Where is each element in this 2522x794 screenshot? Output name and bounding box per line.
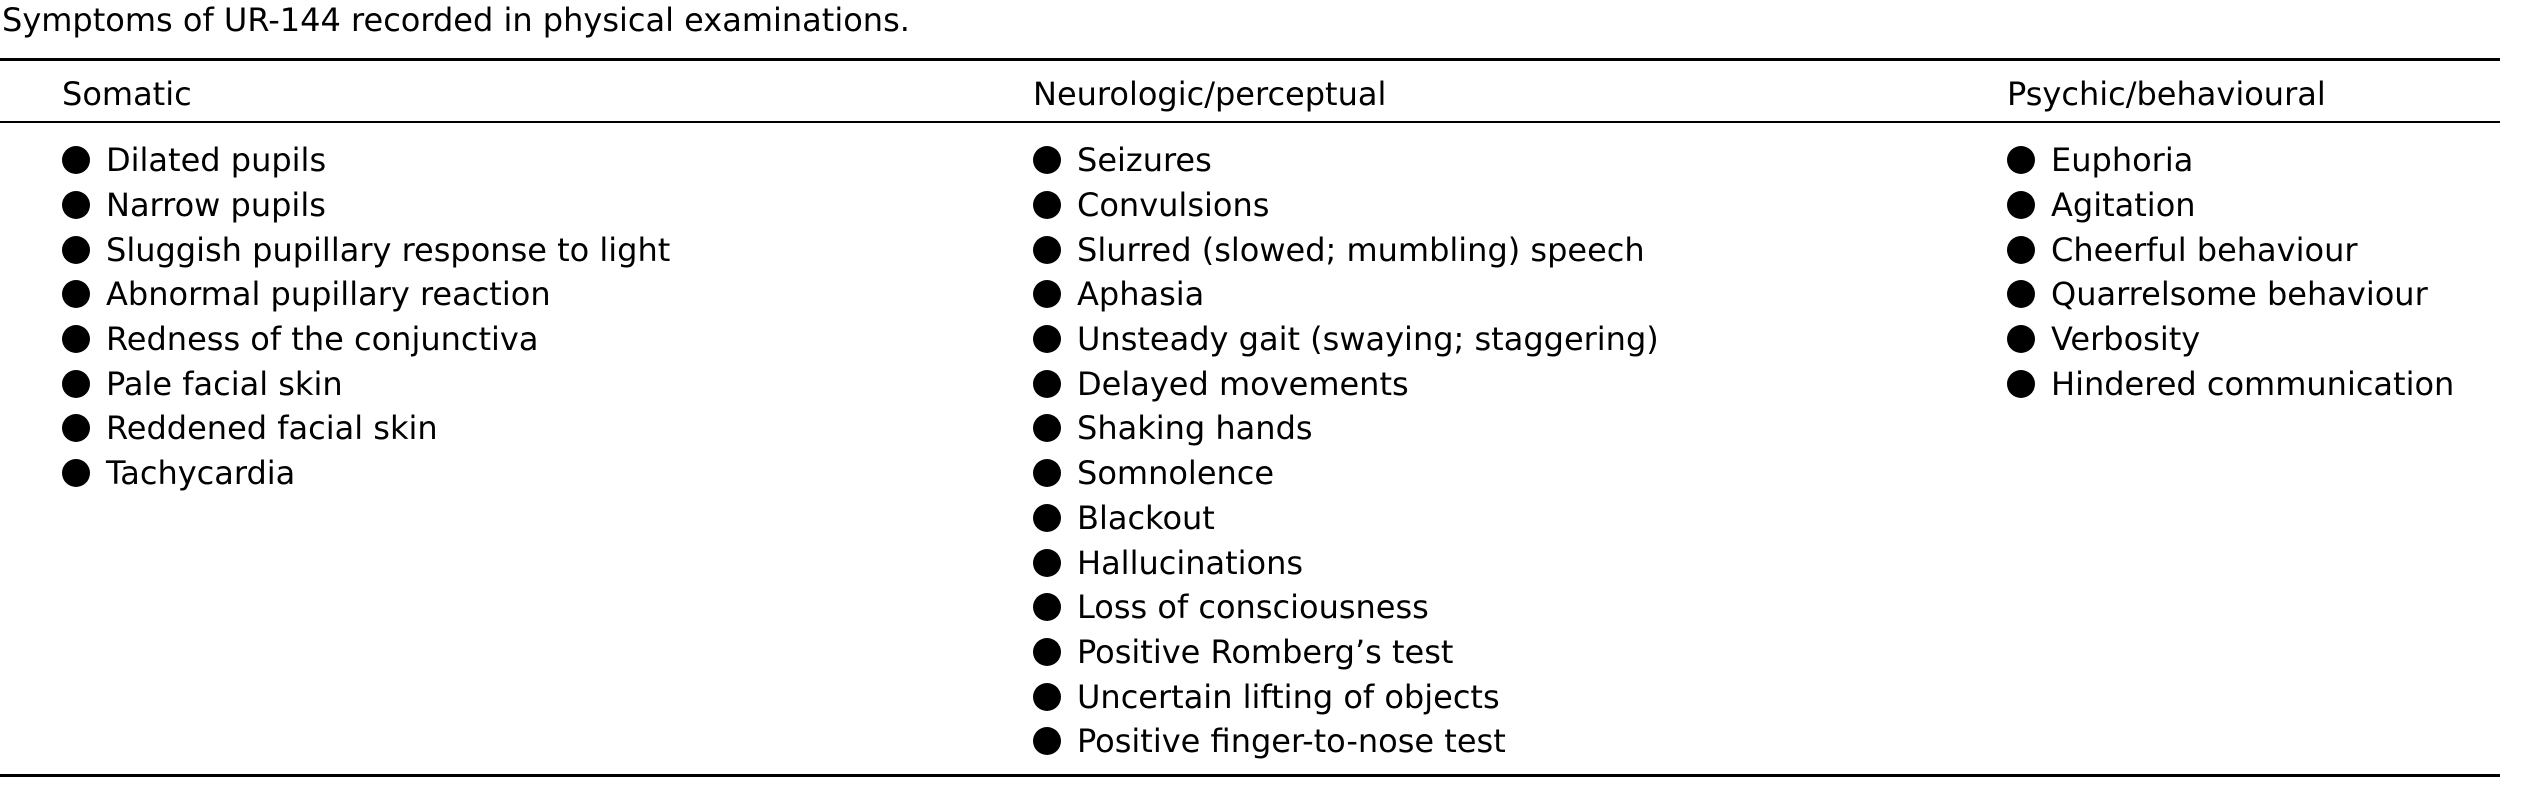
bullet-icon (2007, 325, 2035, 353)
bullet-icon (2007, 280, 2035, 308)
list-item-text: Slurred (slowed; mumbling) speech (1077, 230, 1645, 269)
list-item (2007, 183, 2454, 228)
list-item-text: Positive Romberg’s test (1077, 632, 1454, 671)
column-header-somatic: Somatic (62, 75, 192, 113)
list-item (1033, 585, 1659, 630)
list-item (62, 317, 670, 362)
list-item (2007, 138, 2454, 183)
list-item-text: Convulsions (1077, 186, 1270, 225)
list-item-text: Cheerful behaviour (2051, 230, 2358, 269)
list-item-text: Shaking hands (1077, 409, 1313, 448)
bullet-icon (1033, 683, 1061, 711)
list-item (1033, 451, 1659, 496)
bullet-icon (1033, 593, 1061, 621)
bullet-icon (62, 325, 90, 353)
bullet-icon (62, 459, 90, 487)
list-item-text: Euphoria (2051, 141, 2194, 180)
bullet-icon (1033, 504, 1061, 532)
bullet-icon (62, 146, 90, 174)
list-item (1033, 317, 1659, 362)
list-item (1033, 719, 1659, 764)
list-item (2007, 361, 2454, 406)
psychic-symptom-list (2007, 138, 2454, 406)
list-item (1033, 183, 1659, 228)
table-caption: Symptoms of UR-144 recorded in physical examinations. (2, 1, 910, 39)
list-item-text: Agitation (2051, 186, 2196, 225)
list-item (2007, 227, 2454, 272)
bullet-icon (62, 370, 90, 398)
list-item-text: Abnormal pupillary reaction (106, 275, 551, 314)
table-top-rule (0, 58, 2500, 61)
bullet-icon (1033, 325, 1061, 353)
list-item (1033, 272, 1659, 317)
bullet-icon (1033, 638, 1061, 666)
list-item (62, 183, 670, 228)
list-item-text: Hindered communication (2051, 364, 2455, 403)
list-item (1033, 630, 1659, 675)
bullet-icon (2007, 236, 2035, 264)
list-item (62, 361, 670, 406)
bullet-icon (62, 280, 90, 308)
list-item-text: Verbosity (2051, 320, 2201, 359)
list-item-text: Tachycardia (106, 454, 296, 493)
bullet-icon (2007, 370, 2035, 398)
list-item (62, 451, 670, 496)
column-header-psychic: Psychic/behavioural (2007, 75, 2326, 113)
bullet-icon (1033, 236, 1061, 264)
table-header-rule (0, 121, 2500, 123)
list-item (1033, 138, 1659, 183)
bullet-icon (62, 236, 90, 264)
bullet-icon (1033, 146, 1061, 174)
list-item (62, 272, 670, 317)
list-item (1033, 227, 1659, 272)
bullet-icon (62, 191, 90, 219)
list-item (2007, 272, 2454, 317)
list-item-text: Positive finger-to-nose test (1077, 722, 1506, 761)
list-item-text: Redness of the conjunctiva (106, 320, 539, 359)
list-item-text: Narrow pupils (106, 186, 326, 225)
list-item (2007, 317, 2454, 362)
bullet-icon (1033, 549, 1061, 577)
bullet-icon (1033, 459, 1061, 487)
list-item-text: Loss of consciousness (1077, 588, 1429, 627)
list-item (1033, 674, 1659, 719)
bullet-icon (2007, 146, 2035, 174)
list-item (62, 406, 670, 451)
list-item-text: Pale facial skin (106, 364, 343, 403)
list-item (62, 227, 670, 272)
list-item-text: Somnolence (1077, 454, 1275, 493)
bullet-icon (1033, 370, 1061, 398)
list-item-text: Seizures (1077, 141, 1212, 180)
list-item-text: Hallucinations (1077, 543, 1304, 582)
bullet-icon (1033, 414, 1061, 442)
list-item-text: Delayed movements (1077, 364, 1409, 403)
bullet-icon (2007, 191, 2035, 219)
list-item (1033, 540, 1659, 585)
somatic-symptom-list (62, 138, 670, 496)
list-item (1033, 361, 1659, 406)
bullet-icon (1033, 191, 1061, 219)
list-item (62, 138, 670, 183)
list-item-text: Sluggish pupillary response to light (106, 230, 671, 269)
list-item-text: Reddened facial skin (106, 409, 438, 448)
list-item-text: Aphasia (1077, 275, 1205, 314)
neurologic-symptom-list (1033, 138, 1659, 764)
list-item-text: Quarrelsome behaviour (2051, 275, 2428, 314)
bullet-icon (1033, 727, 1061, 755)
bullet-icon (62, 414, 90, 442)
list-item (1033, 406, 1659, 451)
list-item-text: Uncertain lifting of objects (1077, 677, 1500, 716)
list-item-text: Dilated pupils (106, 141, 327, 180)
list-item-text: Unsteady gait (swaying; staggering) (1077, 320, 1659, 359)
bullet-icon (1033, 280, 1061, 308)
list-item (1033, 496, 1659, 541)
column-header-neurologic: Neurologic/perceptual (1033, 75, 1387, 113)
list-item-text: Blackout (1077, 498, 1215, 537)
table-bottom-rule (0, 774, 2500, 777)
